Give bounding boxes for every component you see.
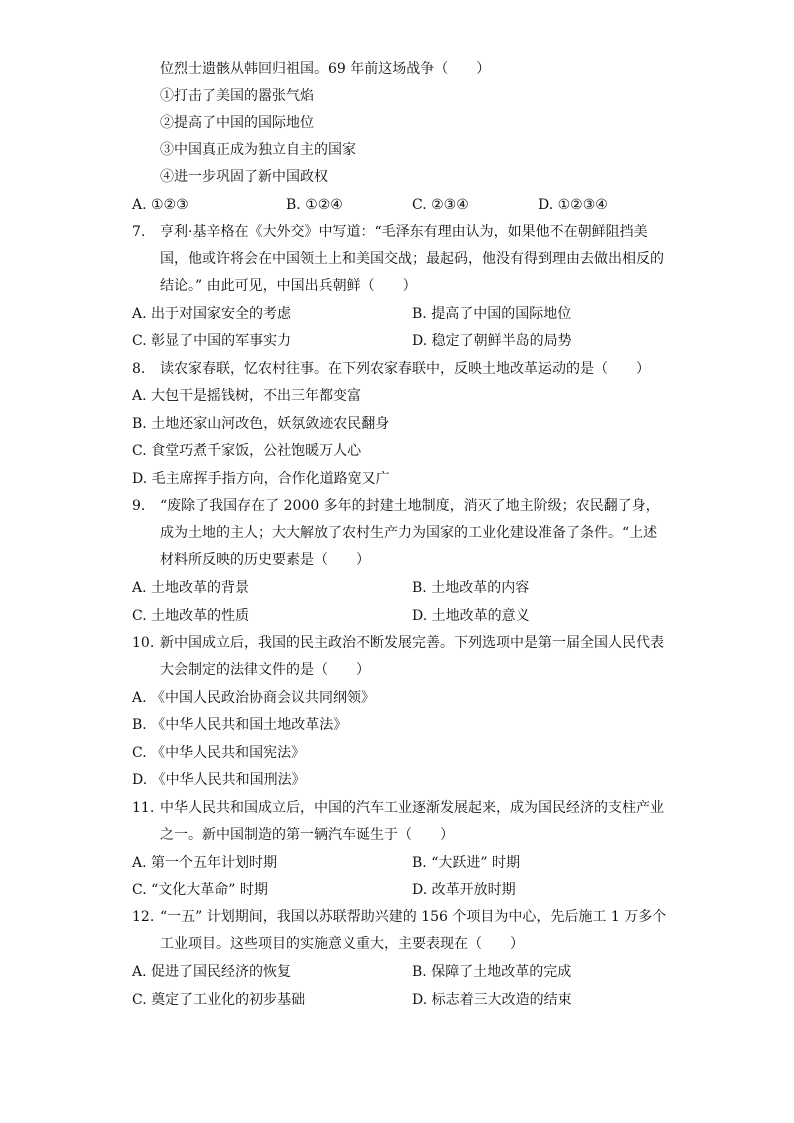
question-9-option-a: A. 土地改革的背景 [132, 580, 250, 596]
question-12-line-1: “一五” 计划期间，我国以苏联帮助兴建的 156 个项目为中心，先后施工 1 万多个 [160, 909, 667, 925]
question-11-option-c: C. “文化大革命” 时期 [132, 882, 268, 898]
question-6-option-b: B. ①②④ [286, 197, 343, 213]
question-10-line-2: 大会制定的法律文件的是（ ） [160, 662, 370, 678]
question-10-option-d: D. 《中华人民共和国刑法》 [132, 772, 306, 788]
question-6-statement-1: ①打击了美国的嚣张气焰 [160, 88, 314, 104]
question-6-line-1: 位烈士遗骸从韩回归祖国。69 年前这场战争（ ） [160, 61, 491, 77]
question-7-number: 7. [132, 224, 146, 240]
question-10-number: 10. [132, 635, 155, 651]
question-6-statement-2: ②提高了中国的国际地位 [160, 115, 314, 131]
question-12-option-b: B. 保障了土地改革的完成 [412, 964, 572, 980]
question-11-option-d: D. 改革开放时期 [412, 882, 516, 898]
question-7-option-c: C. 彰显了中国的军事实力 [132, 333, 292, 349]
question-7-line-1: 亨利·基辛格在《大外交》中写道：“毛泽东有理由认为，如果他不在朝鲜阻挡美 [160, 224, 648, 240]
question-7-line-3: 结论。” 由此可见，中国出兵朝鲜（ ） [160, 278, 417, 294]
question-7-option-d: D. 稳定了朝鲜半岛的局势 [412, 333, 572, 349]
question-10-option-a: A. 《中国人民政治协商会议共同纲领》 [132, 690, 376, 706]
question-9-line-1: “废除了我国存在了 2000 多年的封建土地制度，消灭了地主阶级；农民翻了身， [160, 498, 660, 514]
question-6-option-a: A. ①②③ [132, 197, 189, 213]
question-9-option-b: B. 土地改革的内容 [412, 580, 530, 596]
question-8-option-c: C. 食堂巧煮千家饭，公社饱暖万人心 [132, 443, 362, 459]
question-11-line-1: 中华人民共和国成立后，中国的汽车工业逐渐发展起来，成为国民经济的支柱产业 [160, 800, 664, 816]
question-10-option-c: C. 《中华人民共和国宪法》 [132, 745, 306, 761]
question-9-number: 9. [132, 498, 146, 514]
question-8-option-b: B. 土地还家山河改色，妖氛敛迹农民翻身 [132, 416, 390, 432]
question-9-line-2: 成为土地的主人；大大解放了农村生产力为国家的工业化建设准备了条件。“上述 [160, 525, 658, 541]
question-7-line-2: 国，他或许将会在中国领土上和美国交战；最起码，他没有得到理由去做出相反的 [160, 251, 664, 267]
question-10-line-1: 新中国成立后，我国的民主政治不断发展完善。下列选项中是第一届全国人民代表 [160, 635, 664, 651]
question-12-line-2: 工业项目。这些项目的实施意义重大，主要表现在（ ） [160, 936, 524, 952]
question-6-option-d: D. ①②③④ [538, 197, 608, 213]
question-6-option-c: C. ②③④ [412, 197, 469, 213]
question-8-number: 8. [132, 361, 146, 377]
question-12-option-c: C. 奠定了工业化的初步基础 [132, 992, 306, 1008]
question-10-option-b: B. 《中华人民共和国土地改革法》 [132, 717, 348, 733]
question-8-option-a: A. 大包干是摇钱树，不出三年都变富 [132, 388, 362, 404]
question-11-option-a: A. 第一个五年计划时期 [132, 855, 278, 871]
question-12-number: 12. [132, 909, 155, 925]
question-9-option-c: C. 土地改革的性质 [132, 608, 250, 624]
question-9-option-d: D. 土地改革的意义 [412, 608, 530, 624]
question-8-option-d: D. 毛主席挥手指方向，合作化道路宽又广 [132, 471, 390, 487]
question-7-option-b: B. 提高了中国的国际地位 [412, 306, 572, 322]
question-11-number: 11. [132, 800, 155, 816]
question-11-line-2: 之一。新中国制造的第一辆汽车诞生于（ ） [160, 827, 454, 843]
question-9-line-3: 材料所反映的历史要素是（ ） [160, 552, 370, 568]
question-6-statement-3: ③中国真正成为独立自主的国家 [160, 142, 356, 158]
question-7-option-a: A. 出于对国家安全的考虑 [132, 306, 292, 322]
question-8-line-1: 读农家春联，忆农村往事。在下列农家春联中，反映土地改革运动的是（ ） [160, 361, 650, 377]
question-11-option-b: B. “大跃进” 时期 [412, 855, 520, 871]
question-6-statement-4: ④进一步巩固了新中国政权 [160, 169, 328, 185]
question-12-option-d: D. 标志着三大改造的结束 [412, 992, 572, 1008]
question-12-option-a: A. 促进了国民经济的恢复 [132, 964, 292, 980]
